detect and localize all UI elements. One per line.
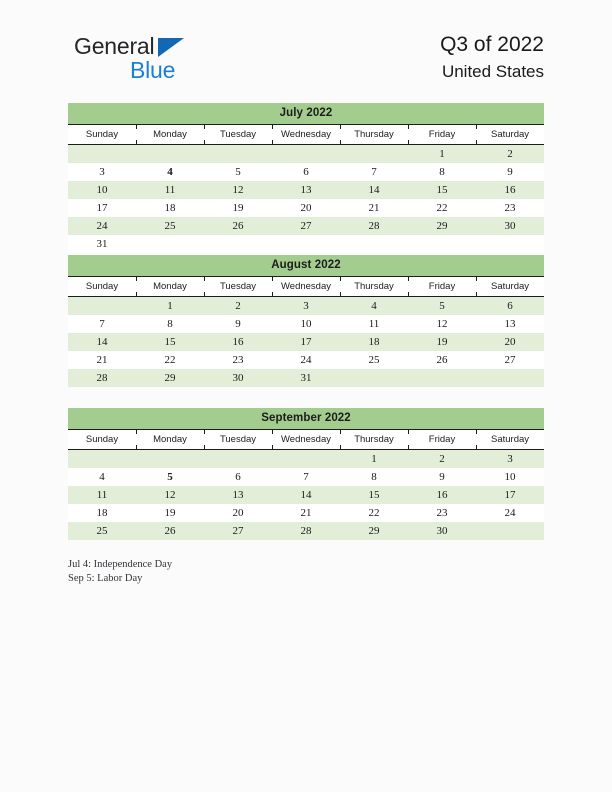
week-row [68,486,544,504]
day-cell[interactable]: 18 [68,504,136,522]
day-cell[interactable]: 10 [272,315,340,333]
week-row [68,315,544,333]
day-cell-empty [476,235,544,253]
day-cell[interactable]: 20 [204,504,272,522]
week-row [68,199,544,217]
weekday-header-sunday: Sunday [68,277,136,297]
day-cell[interactable]: 29 [340,522,408,540]
day-cell[interactable]: 7 [272,468,340,486]
day-cell[interactable]: 19 [136,504,204,522]
holiday-legend [68,558,468,586]
day-cell[interactable]: 14 [340,181,408,199]
day-cell[interactable]: 26 [204,217,272,235]
month-title: August 2022 [68,255,544,276]
day-cell[interactable]: 6 [476,297,544,316]
day-cell[interactable]: 15 [136,333,204,351]
day-cell[interactable]: 9 [476,163,544,181]
day-cell[interactable]: 20 [272,199,340,217]
weekday-header-saturday: Saturday [476,430,544,450]
day-cell[interactable]: 24 [68,217,136,235]
weekday-header-wednesday: Wednesday [272,125,340,145]
day-cell[interactable]: 4 [136,163,204,181]
week-row [68,297,544,316]
day-cell[interactable]: 17 [68,199,136,217]
day-cell[interactable]: 18 [340,333,408,351]
weekday-header-friday: Friday [408,430,476,450]
day-cell[interactable]: 6 [272,163,340,181]
day-cell-empty [476,522,544,540]
day-cell[interactable]: 20 [476,333,544,351]
day-cell[interactable]: 9 [204,315,272,333]
day-cell-empty [136,145,204,164]
day-cell[interactable]: 22 [340,504,408,522]
week-row [68,333,544,351]
day-cell[interactable]: 9 [408,468,476,486]
day-cell-empty [68,145,136,164]
day-cell[interactable]: 10 [476,468,544,486]
day-cell[interactable]: 12 [136,486,204,504]
page-header [0,0,612,100]
weekday-header-wednesday: Wednesday [272,430,340,450]
day-cell[interactable]: 25 [340,351,408,369]
week-row [68,450,544,469]
day-cell[interactable]: 2 [476,145,544,164]
weekday-header-monday: Monday [136,430,204,450]
month-block-july [68,103,544,253]
day-cell[interactable]: 22 [136,351,204,369]
month-block-august [68,255,544,387]
weekday-header-saturday: Saturday [476,125,544,145]
day-cell[interactable]: 21 [340,199,408,217]
weekday-header-thursday: Thursday [340,125,408,145]
weekday-header-row [68,125,544,145]
week-row [68,163,544,181]
day-cell-empty [204,450,272,469]
day-cell-empty [272,450,340,469]
day-cell-empty [204,235,272,253]
day-cell-empty [272,235,340,253]
holiday-note: Jul 4: Independence Day [68,559,173,570]
day-cell[interactable]: 23 [408,504,476,522]
weekday-header-tuesday: Tuesday [204,277,272,297]
day-cell[interactable]: 21 [68,351,136,369]
day-cell[interactable]: 11 [136,181,204,199]
logo-triangle-icon [158,38,184,57]
day-cell[interactable]: 29 [408,217,476,235]
day-cell[interactable]: 3 [272,297,340,316]
day-cell[interactable]: 13 [476,315,544,333]
weekday-header-saturday: Saturday [476,277,544,297]
day-cell-empty [136,450,204,469]
month-block-september [68,408,544,540]
day-cell[interactable]: 19 [408,333,476,351]
day-cell-empty [204,145,272,164]
weekday-header-friday: Friday [408,277,476,297]
day-cell-empty [68,297,136,316]
day-cell[interactable]: 3 [476,450,544,469]
day-cell[interactable]: 28 [340,217,408,235]
month-days-body [68,297,544,388]
week-row [68,217,544,235]
day-cell[interactable]: 31 [272,369,340,387]
day-cell-empty [340,145,408,164]
day-cell[interactable]: 16 [204,333,272,351]
day-cell[interactable]: 14 [272,486,340,504]
logo-text-blue: Blue [130,57,176,83]
day-cell-empty [340,369,408,387]
week-row [68,181,544,199]
day-cell[interactable]: 3 [68,163,136,181]
weekday-header-tuesday: Tuesday [204,430,272,450]
month-days-body [68,450,544,541]
page-title: Q3 of 2022 [440,33,544,56]
month-calendar-table [68,124,544,253]
day-cell-empty [408,369,476,387]
day-cell[interactable]: 23 [204,351,272,369]
day-cell[interactable]: 28 [272,522,340,540]
weekday-header-tuesday: Tuesday [204,125,272,145]
day-cell[interactable]: 2 [204,297,272,316]
month-calendar-table [68,276,544,387]
day-cell[interactable]: 25 [68,522,136,540]
holiday-note: Sep 5: Labor Day [68,573,143,584]
weekday-header-wednesday: Wednesday [272,277,340,297]
day-cell[interactable]: 21 [272,504,340,522]
day-cell[interactable]: 30 [476,217,544,235]
day-cell-empty [136,235,204,253]
day-cell[interactable]: 27 [476,351,544,369]
day-cell[interactable]: 5 [136,468,204,486]
day-cell[interactable]: 27 [272,217,340,235]
month-title: September 2022 [68,408,544,429]
week-row [68,235,544,253]
weekday-header-row [68,277,544,297]
month-calendar-table [68,429,544,540]
day-cell-empty [476,369,544,387]
month-title: July 2022 [68,103,544,124]
day-cell-empty [340,235,408,253]
day-cell[interactable]: 5 [408,297,476,316]
day-cell[interactable]: 26 [408,351,476,369]
day-cell-empty [408,235,476,253]
day-cell[interactable]: 13 [272,181,340,199]
day-cell-empty [272,145,340,164]
day-cell[interactable]: 2 [408,450,476,469]
day-cell[interactable]: 17 [476,486,544,504]
weekday-header-thursday: Thursday [340,430,408,450]
page-subtitle: United States [441,62,544,81]
day-cell[interactable]: 6 [204,468,272,486]
day-cell[interactable]: 8 [408,163,476,181]
day-cell[interactable]: 30 [204,369,272,387]
day-cell[interactable]: 17 [272,333,340,351]
title-block [440,32,544,84]
day-cell[interactable]: 16 [476,181,544,199]
day-cell[interactable]: 7 [340,163,408,181]
day-cell[interactable]: 24 [272,351,340,369]
day-cell[interactable]: 7 [68,315,136,333]
day-cell[interactable]: 4 [340,297,408,316]
day-cell[interactable]: 29 [136,369,204,387]
day-cell[interactable]: 8 [136,315,204,333]
day-cell[interactable]: 1 [340,450,408,469]
day-cell[interactable]: 11 [68,486,136,504]
weekday-header-row [68,430,544,450]
weekday-header-monday: Monday [136,277,204,297]
logo-text-general: General [74,33,155,59]
day-cell[interactable]: 12 [408,315,476,333]
day-cell[interactable]: 14 [68,333,136,351]
weekday-header-sunday: Sunday [68,430,136,450]
day-cell[interactable]: 15 [340,486,408,504]
day-cell[interactable]: 4 [68,468,136,486]
day-cell-empty [68,450,136,469]
weekday-header-sunday: Sunday [68,125,136,145]
general-blue-logo [74,33,274,85]
day-cell[interactable]: 1 [408,145,476,164]
day-cell[interactable]: 19 [204,199,272,217]
week-row [68,468,544,486]
day-cell[interactable]: 5 [204,163,272,181]
week-row [68,504,544,522]
day-cell[interactable]: 8 [340,468,408,486]
day-cell[interactable]: 28 [68,369,136,387]
day-cell[interactable]: 27 [204,522,272,540]
week-row [68,522,544,540]
weekday-header-friday: Friday [408,125,476,145]
weekday-header-monday: Monday [136,125,204,145]
day-cell[interactable]: 11 [340,315,408,333]
day-cell[interactable]: 25 [136,217,204,235]
day-cell[interactable]: 1 [136,297,204,316]
day-cell[interactable]: 24 [476,504,544,522]
week-row [68,369,544,387]
day-cell[interactable]: 18 [136,199,204,217]
day-cell[interactable]: 23 [476,199,544,217]
weekday-header-thursday: Thursday [340,277,408,297]
day-cell[interactable]: 22 [408,199,476,217]
week-row [68,145,544,164]
day-cell[interactable]: 30 [408,522,476,540]
day-cell[interactable]: 15 [408,181,476,199]
week-row [68,351,544,369]
day-cell[interactable]: 10 [68,181,136,199]
month-days-body [68,145,544,254]
day-cell[interactable]: 16 [408,486,476,504]
day-cell[interactable]: 13 [204,486,272,504]
day-cell[interactable]: 12 [204,181,272,199]
day-cell[interactable]: 31 [68,235,136,253]
day-cell[interactable]: 26 [136,522,204,540]
